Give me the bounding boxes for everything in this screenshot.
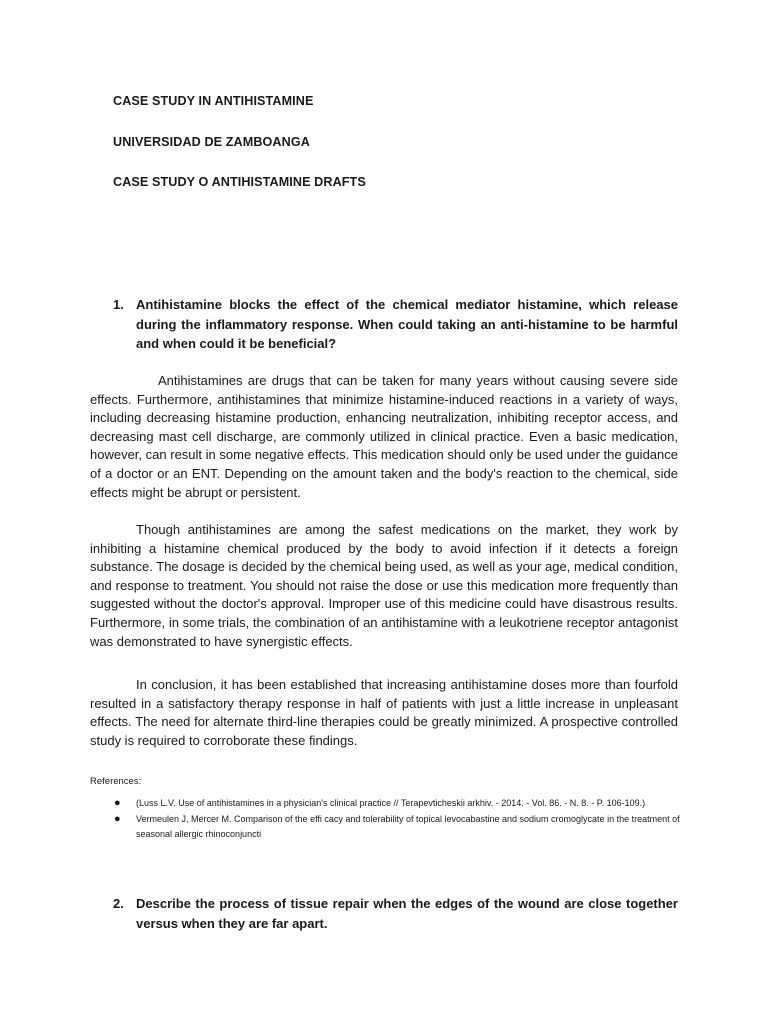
question-2 — [113, 894, 678, 933]
references-list — [113, 796, 683, 843]
reference-text: Vermeulen J, Mercer M. Comparison of the effi cacy and tolerability of topical levocabastine and sodium cromoglycate in the treatment of seasonal allergic rhinoconjuncti — [136, 814, 680, 839]
question-text: Describe the process of tissue repair when the edges of the wound are close together versus when they are far apart. — [136, 896, 678, 931]
answer-paragraph-2: Though antihistamines are among the safest medications on the market, they work by inhibiting a histamine chemical produced by the body to avoid infection if it detects a foreign substance. The dosage is decided by the chemical being used, as well as your age, medical condition, and response to treatment. You should not raise the dose or use this medication more frequently than suggested without the doctor's approval. Improper use of this medicine could have disastrous results. Furthermore, in some trials, the combination of an antihistamine with a leukotriene receptor antagonist was demonstrated to have synergistic effects. — [90, 522, 679, 649]
question-number: 1. — [113, 297, 124, 312]
reference-item — [113, 812, 683, 842]
question-1 — [113, 295, 678, 354]
bullet-icon: ● — [114, 813, 121, 825]
reference-item — [113, 796, 683, 811]
question-text: Antihistamine blocks the effect of the chemical mediator histamine, which release during the inflammatory response. When could taking an anti-histamine to be harmful and when could it be beneficial? — [136, 297, 678, 351]
question-number: 2. — [113, 896, 124, 911]
reference-text: (Luss L.V. Use of antihistamines in a physician's clinical practice // Terapevticheskii arkhiv. - 2014. - Vol. 86. - N. 8. - P. 106-109.) — [136, 798, 646, 808]
institution-name: UNIVERSIDAD DE ZAMBOANGA — [113, 135, 310, 149]
answer-paragraph-3: In conclusion, it has been established that increasing antihistamine doses more than fourfold resulted in a satisfactory therapy response in half of patients with just a little increase in unpleasant effects. The need for alternate third-line therapies could be greatly minimized. A prospective controlled study is required to corroborate these findings. — [90, 677, 678, 748]
references-heading: References: — [90, 776, 142, 787]
document-title: CASE STUDY IN ANTIHISTAMINE — [113, 94, 314, 108]
bullet-icon: ● — [114, 797, 121, 809]
document-subtitle: CASE STUDY O ANTIHISTAMINE DRAFTS — [113, 175, 366, 189]
answer-paragraph-1: Antihistamines are drugs that can be taken for many years without causing severe side effects. Furthermore, antihistamines that minimize histamine-induced reactions in a variety of ways, including decreasing histamine production, enhancing neutralization, inhibiting receptor access, and decreasing mast cell discharge, are commonly utilized in clinical practice. Even a basic medication, however, can result in some negative effects. This medication should only be used under the guidance of a doctor or an ENT. Depending on the amount taken and the body's reaction to the chemical, side effects might be abrupt or persistent. — [90, 373, 678, 500]
